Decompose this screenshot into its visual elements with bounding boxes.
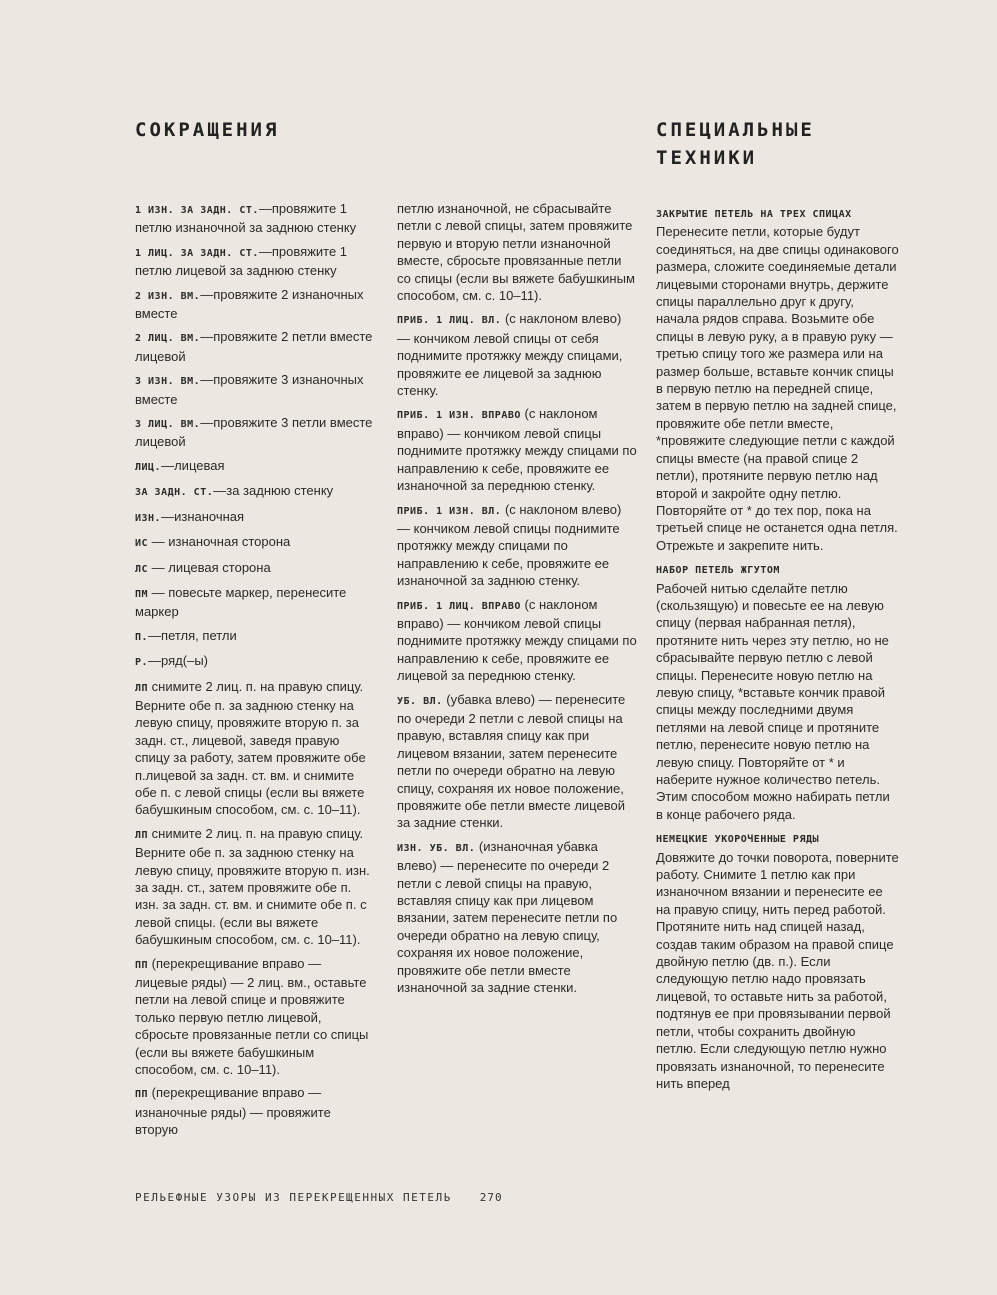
abbreviation-definition: —провяжите 2 изнаночных вместе: [135, 286, 364, 322]
abbreviation-entry: [135, 825, 375, 949]
abbreviation-definition: —провяжите 3 изнаночных вместе: [135, 372, 364, 407]
technique-title: НЕМЕЦКИЕ УКОРОЧЕННЫЕ РЯДЫ: [656, 834, 820, 846]
abbreviation-entry: [397, 838, 637, 997]
abbreviation-entry: [135, 652, 375, 671]
abbreviation-entry: [135, 457, 375, 476]
abbreviation-term: 1 ЛИЦ. ЗА ЗАДН. СТ.: [135, 247, 259, 259]
running-title: РЕЛЬЕФНЫЕ УЗОРЫ ИЗ ПЕРЕКРЕЩЕННЫХ ПЕТЕЛЬ: [135, 1191, 452, 1204]
abbreviation-definition: —ряд(–ы): [148, 653, 208, 669]
abbreviation-term: П.: [135, 631, 149, 643]
continued-text: петлю изнаночной, не сбрасывайте петли с левой спицы, затем провяжите первую и вторую петли изнаночной вместе, сбросьте провязанные петли со спицы (если вы вяжете бабушкиным способом, см. с. 10–11).: [397, 201, 635, 304]
abbreviation-definition: снимите 2 лиц. п. на правую спицу. Верните обе п. за заднюю стенку на левую спицу, провяжите вторую п. изн. за задн. ст., затем провяжите обе п. изн. за задн. ст. вм. и снимите обе п. с левой спицы. (если вы вяжете бабушкиным способом, см. с. 10–11).: [135, 825, 370, 948]
abbreviation-definition: (с наклоном вправо) — кончиком левой спицы поднимите протяжку между спицами по направлению к себе, провяжите ее лицевой за переднюю стенку.: [397, 596, 637, 684]
abbreviation-entry: [135, 955, 375, 1079]
abbreviation-term: ПРИБ. 1 ИЗН. ВПРАВО: [397, 410, 521, 422]
abbreviation-entry: [135, 414, 375, 451]
abbreviation-definition: —лицевая: [161, 457, 225, 473]
abbreviation-entry: [397, 310, 637, 399]
abbreviation-entry: [135, 1084, 375, 1138]
abbreviation-term: ПРИБ. 1 ЛИЦ. ВПРАВО: [397, 600, 521, 612]
abbreviation-definition: (убавка влево) — перенесите по очереди 2 петли с левой спицы на правую, вставляя спицу как при лицевом вязании, затем перенесите петли по очереди обратно на левую спицу, сохраняя их новое положение, провяжите обе петли вместе лицевой за задние стенки.: [397, 691, 626, 831]
abbreviation-definition: —провяжите 3 петли вместе лицевой: [135, 415, 373, 450]
abbreviation-definition: снимите 2 лиц. п. на правую спицу. Верните обе п. за заднюю стенку на левую спицу, провяжите вторую п. за задн. ст., лицевой, заведя правую спицу за работу, затем провяжите обе п.лицевой за задн. ст. вм. и снимите обе п. с левой спицы (если вы вяжете бабушкиным способом, см. с. 10–11).: [135, 678, 366, 818]
page-number: 270: [479, 1191, 503, 1204]
heading-abbreviations: СОКРАЩЕНИЯ: [135, 119, 280, 141]
abbreviations-column-1: [135, 200, 375, 1145]
abbreviation-term: 3 ЛИЦ. ВМ.: [135, 419, 201, 431]
abbreviation-definition: — повесьте маркер, перенесите маркер: [135, 584, 347, 620]
abbreviation-entry: [135, 678, 375, 819]
abbreviation-entry: [135, 508, 375, 527]
abbreviation-term: 3 ИЗН. ВМ.: [135, 376, 201, 388]
abbreviation-entry: [135, 584, 375, 621]
technique-title: ЗАКРЫТИЕ ПЕТЕЛЬ НА ТРЕХ СПИЦАХ: [656, 209, 852, 220]
technique-section: [656, 831, 899, 1092]
abbreviation-definition: (перекрещивание вправо — лицевые ряды) — 2 лиц. вм., оставьте петли на левой спице и провяжите только первую петлю лицевой, сбросьте провязанные петли со спицы (если вы вяжете бабушкиным способом, см. с. 10–11).: [135, 955, 369, 1078]
abbreviation-definition: (с наклоном вправо) — кончиком левой спицы поднимите протяжку между спицами по направлению к себе, провяжите ее изнаночной за переднюю стенку.: [397, 406, 637, 494]
technique-title: НАБОР ПЕТЕЛЬ ЖГУТОМ: [656, 565, 780, 577]
heading-special-techniques: [656, 116, 815, 172]
abbreviation-definition: (с наклоном влево) — кончиком левой спицы поднимите протяжку между спицами по направлению к себе, провяжите ее изнаночной за заднюю стенку.: [397, 501, 622, 589]
abbreviation-entry: [135, 559, 375, 578]
technique-text: Перенесите петли, которые будут соединяться, на две спицы одинакового размера, сложите соединяемые детали лицевыми сторонами внутрь, держите спицы параллельно друг к другу, начала рядов справа. Возьмите обе спицы в левую руку, а в правую руку — третью спицу того же размера или на размер больше, вставьте кончик спицы в первую петлю на передней спице, затем в первую петлю на задней спице, провяжите обе петли вместе, *провяжите следующие петли с каждой спицы вместе (на правой спице 2 петли), протяните первую петлю над второй и закройте одну петлю. Повторяйте от * до тех пор, пока на третьей спице не останется одна петля. Отрежьте и закрепите нить.: [656, 224, 899, 553]
technique-text: Рабочей нитью сделайте петлю (скользящую) и повесьте ее на левую спицу (первая набранная петля), протяните нить через эту петлю, но не сбрасывайте первую петлю с левой спицы. Перенесите новую петлю на левую спицу, *вставьте кончик правой спицы между последними двумя петлями на левой спице и протяните петлю, перенесите новую петлю на левую спицу. Повторяйте от * и наберите нужное количество петель. Этим способом можно набирать петли в конце рабочего ряда.: [656, 580, 890, 822]
technique-text: Довяжите до точки поворота, поверните работу. Снимите 1 петлю как при изнаночном вязании и перенесите ее на правую спицу, нить перед работой. Протяните нить над спицей назад, создав таким образом на правой спице двойную петлю (дв. п.). Если следующую петлю надо провязать лицевой, то оставьте нить за работой, подтянув ее при провязывании первой петли, чтобы сохранить двойную петлю. Если следующую петлю нужно провязать изнаночной, то перенесите нить вперед: [656, 849, 899, 1091]
abbreviation-term: ИЗН.: [135, 512, 162, 524]
abbreviation-term: ПП: [135, 959, 149, 971]
abbreviation-term: 1 ИЗН. ЗА ЗАДН. СТ.: [135, 205, 259, 216]
techniques-column: [656, 200, 899, 1100]
abbreviation-term: ПРИБ. 1 ИЗН. ВЛ.: [397, 505, 502, 517]
abbreviation-entry: [397, 596, 637, 685]
abbreviations-column-2: [397, 200, 637, 1002]
abbreviation-term: ЛП: [135, 829, 149, 841]
abbreviation-definition: —провяжите 2 петли вместе лицевой: [135, 329, 373, 364]
heading-line-1: СПЕЦИАЛЬНЫЕ: [656, 119, 815, 141]
abbreviation-entry: [135, 328, 375, 365]
abbreviation-term: ЗА ЗАДН. СТ.: [135, 487, 214, 499]
page-footer: [135, 1191, 503, 1204]
abbreviation-definition: — изнаночная сторона: [148, 534, 291, 550]
abbreviation-term: ПП: [135, 1089, 149, 1101]
abbreviation-term: ИЗН. УБ. ВЛ.: [397, 842, 476, 854]
abbreviation-definition: —изнаночная: [161, 508, 245, 524]
abbreviation-term: ЛС: [135, 563, 149, 575]
abbreviation-term: ЛП: [135, 682, 149, 694]
abbreviation-definition: —провяжите 1 петлю изнаночной за заднюю стенку: [135, 201, 357, 236]
abbreviation-entry: [397, 405, 637, 494]
abbreviation-term: 2 ЛИЦ. ВМ.: [135, 333, 201, 345]
abbreviation-definition: — лицевая сторона: [148, 559, 271, 575]
abbreviation-definition: —за заднюю стенку: [213, 483, 334, 499]
abbreviation-term: Р.: [135, 657, 149, 669]
technique-section: [656, 206, 899, 554]
abbreviation-entry: [135, 286, 375, 323]
abbreviation-term: ПРИБ. 1 ЛИЦ. ВЛ.: [397, 315, 502, 327]
abbreviation-entry: [135, 482, 375, 501]
abbreviation-definition: (перекрещивание вправо — изнаночные ряды) — провяжите вторую: [135, 1085, 331, 1138]
abbreviation-entry: [397, 691, 637, 832]
abbreviation-entry: [135, 243, 375, 280]
abbreviation-entry: [135, 371, 375, 408]
abbreviation-definition: —провяжите 1 петлю лицевой за заднюю стенку: [135, 243, 348, 279]
abbreviation-term: ИС: [135, 538, 149, 550]
abbreviation-term: УБ. ВЛ.: [397, 695, 443, 707]
abbreviation-entry: [397, 501, 637, 590]
heading-line-2: ТЕХНИКИ: [656, 147, 758, 169]
abbreviation-term: ПМ: [135, 588, 149, 600]
abbreviation-term: 2 ИЗН. ВМ.: [135, 290, 201, 302]
abbreviation-term: ЛИЦ.: [135, 461, 162, 473]
abbreviation-definition: —петля, петли: [148, 627, 237, 643]
abbreviation-definition: (с наклоном влево) — кончиком левой спицы от себя поднимите протяжку между спицами, провяжите ее лицевой за заднюю стенку.: [397, 311, 623, 399]
abbreviation-definition: (изнаночная убавка влево) — перенесите по очереди 2 петли с левой спицы на правую, вставляя спицу как при лицевом вязании, затем перенесите петли по очереди обратно на левую спицу, сохраняя их новое положение, провяжите обе петли вместе изнаночной за задние стенки.: [397, 838, 618, 996]
abbreviation-entry: [135, 533, 375, 552]
technique-section: [656, 562, 899, 823]
abbreviation-entry: [135, 200, 375, 237]
abbreviation-entry: [135, 627, 375, 646]
